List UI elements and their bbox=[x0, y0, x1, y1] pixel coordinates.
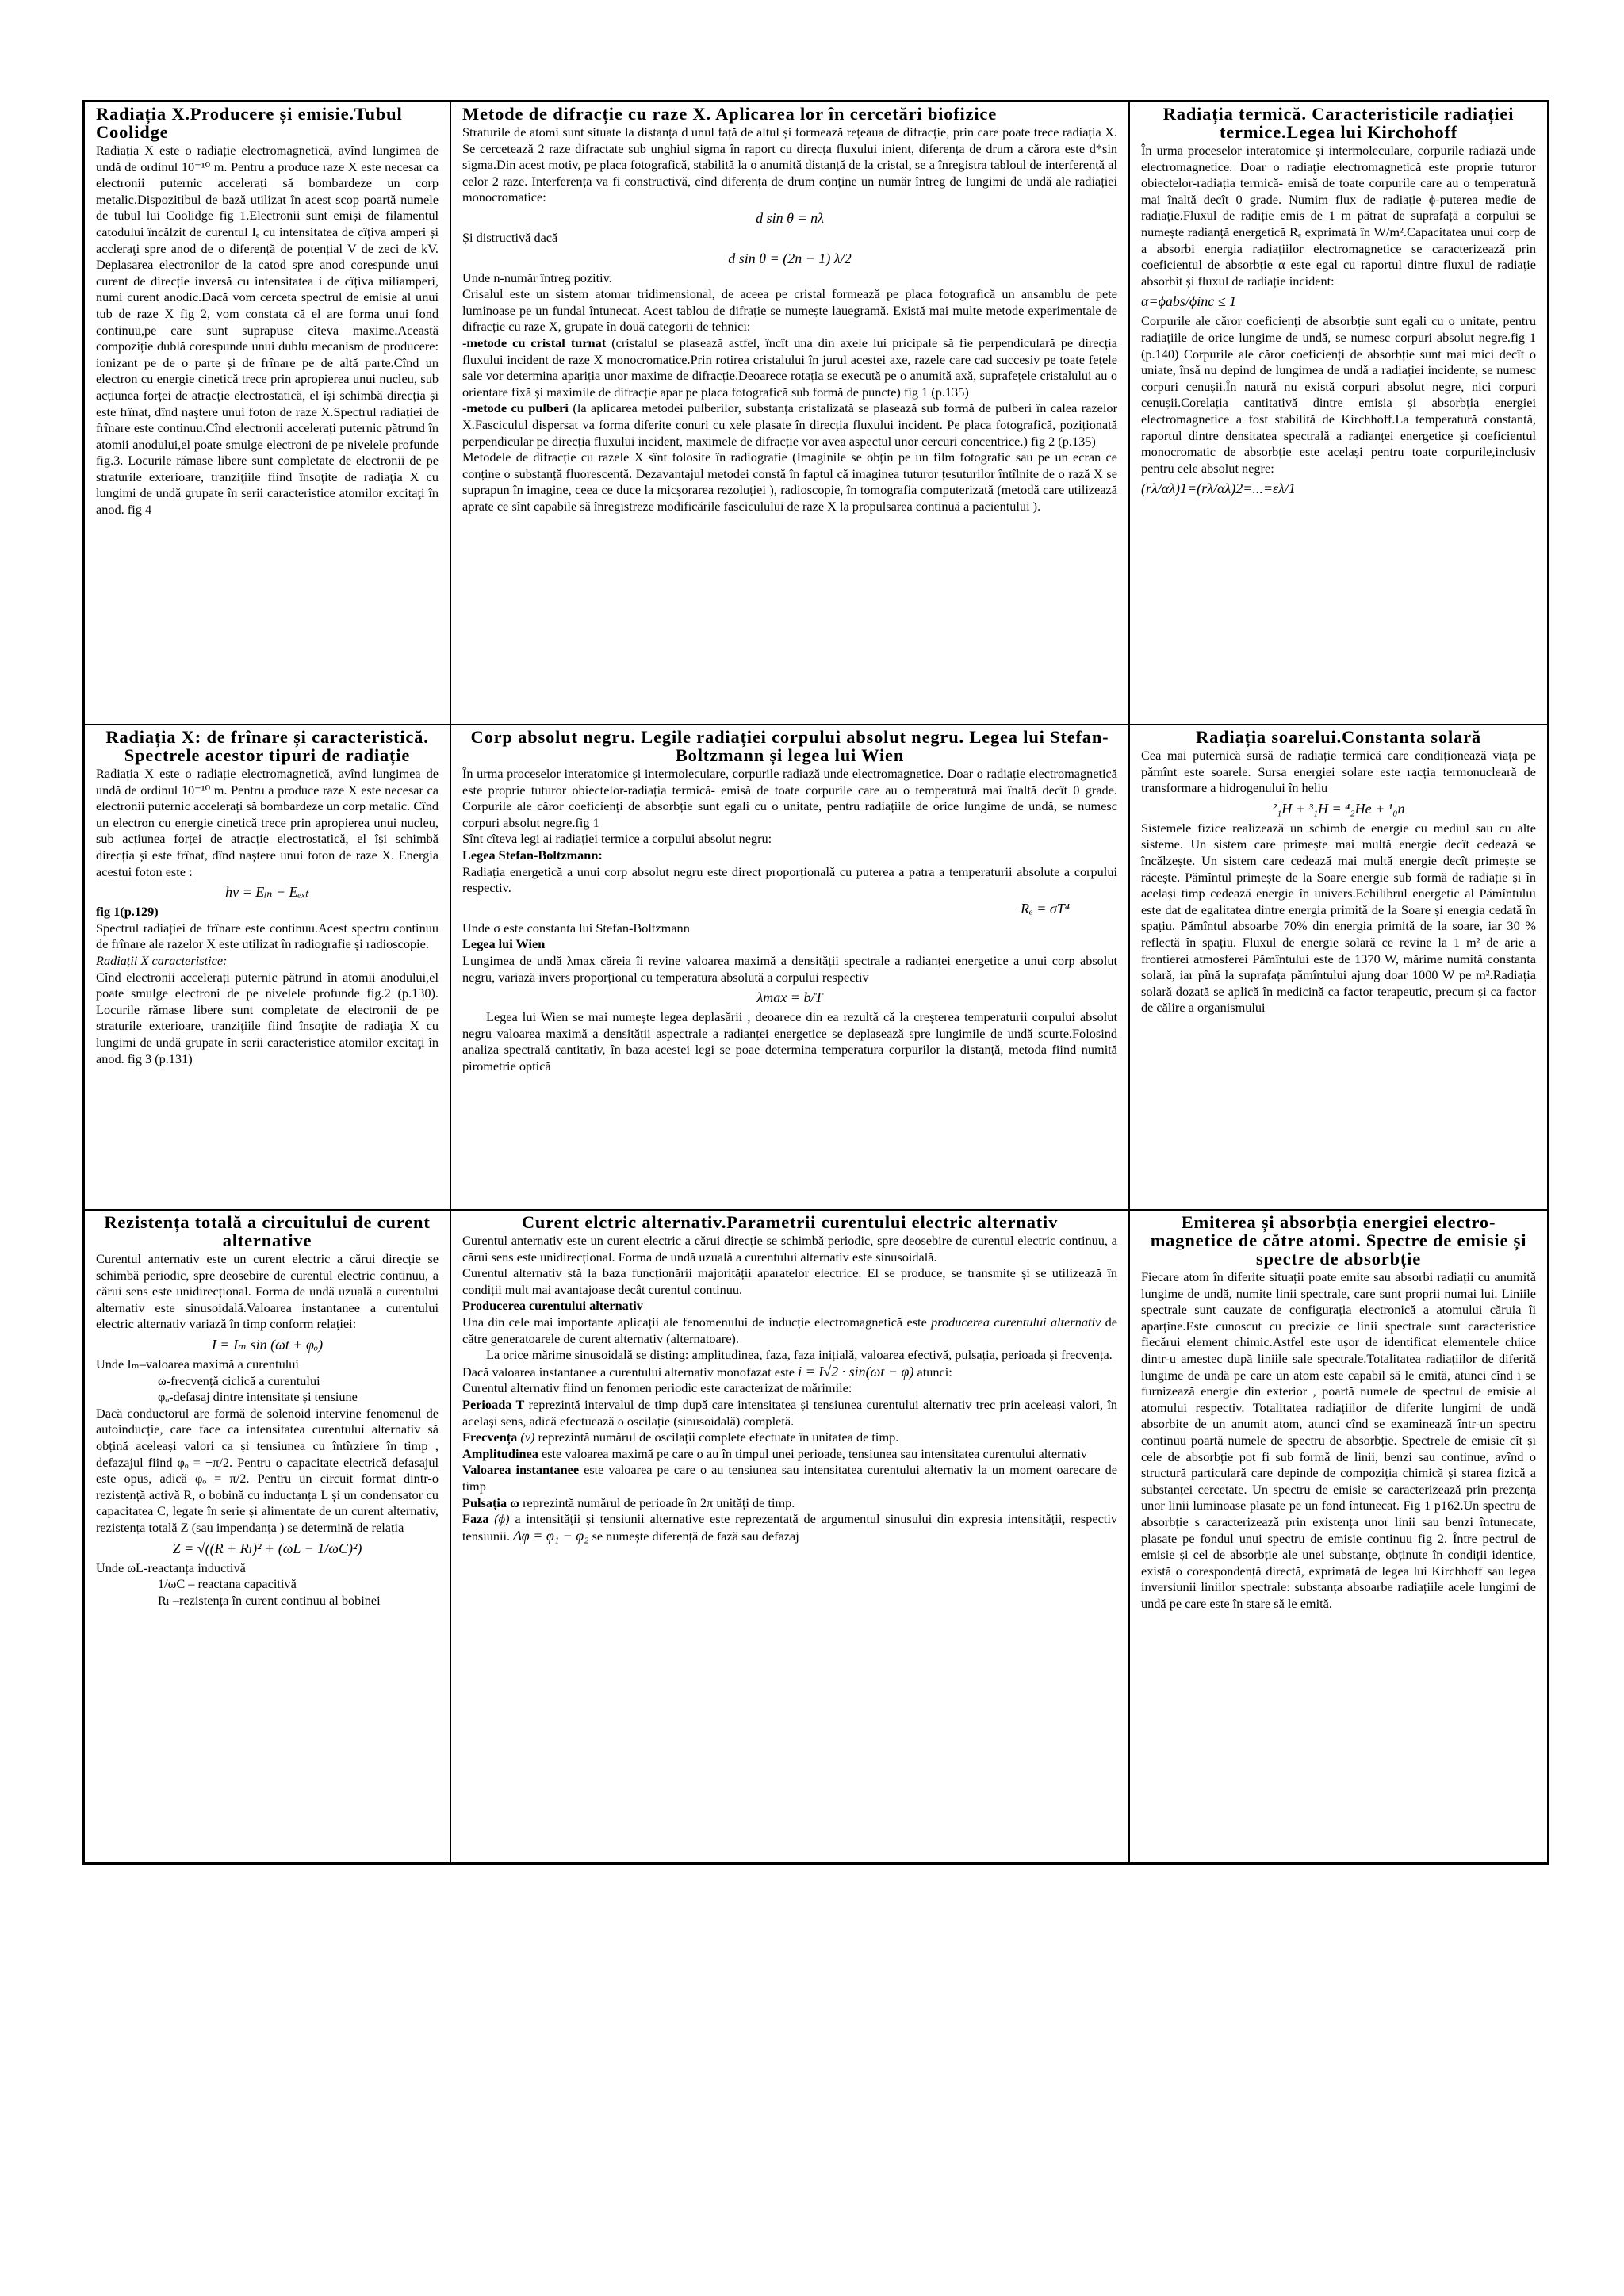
text-span: Dacă valoarea instantanee a curentului alternativ monofazat este bbox=[462, 1364, 795, 1380]
term: Perioada T bbox=[462, 1396, 525, 1412]
method-text: (cristalul se plasează astfel, încît una din axele lui pricipale să fie perpendiculară pe direcția fluxului incident de raze X monocromatice.Prin rotirea cristalului în jurul acestei axe, razele care cad succesiv pe toate fețele sale vor determina apariția unor maxime de difracție.Deoarece rotația se execută pe o anumită axă, suprafețele cristalului au o orientare fixă și maximile de difracție apar pe placa fotografică sub formă de puncte) fig 1 (p.135) bbox=[462, 335, 1117, 400]
section-text: 1/ωC – reactana capacitivă bbox=[158, 1576, 297, 1592]
cell-impedance bbox=[85, 1211, 451, 1862]
section-text bbox=[462, 1364, 1117, 1381]
section-text: Curentul anternativ este un curent electric a cărui direcție se schimbă periodic, spre deosebire de curentul electric continuu, a cărui sens este unidirecțional. Forma de undă uzuală a curentului alternativ este sinusoidală.Valoarea instantanee a curentului electric alternativ variază în timp conform relației: bbox=[96, 1251, 439, 1332]
formula: ²₁H + ³₁H = ⁴₂He + ¹₀n bbox=[1272, 800, 1405, 817]
section-text: Metodele de difracție cu razele X sînt folosite în radiografie (Imaginile se obțin pe un film fotografic sau pe un ecran ce conține o substanță fluorescentă. Dezavantajul metodei constă în faptul că imaginea tuturor țesuturilor întîlnite de o rază X se suprapun în imagine, ceea ce duce la micșorarea rezoluției ), radioscopie, în tomografia computerizată (metodă care utilizează aprate ce sînt capabile să înregistreze modificările fasciculului de raze X la propulsarea continuă a pacientului ). bbox=[462, 450, 1117, 514]
term: Valoarea instantanee bbox=[462, 1462, 580, 1478]
section-text: Lungimea de undă λmax căreia îi revine valoarea maximă a densității spectrale a radianței energetice a unui corp absolut negru, variază invers proporțional cu temperatura absolută a corpului respectiv bbox=[462, 952, 1117, 985]
section-text: Unde n-număr întreg pozitiv. bbox=[462, 270, 612, 285]
text-span: de către generatoarele de curent alternativ (alternatoare). bbox=[462, 1314, 1118, 1346]
definition bbox=[462, 1511, 1117, 1544]
formula: α=ϕabs/ϕinc ≤ 1 bbox=[1141, 293, 1237, 310]
term: Frecvența bbox=[462, 1429, 518, 1445]
section-text: Unde Iₘ–valoarea maximă a curentului bbox=[96, 1356, 299, 1372]
section-title: Rezistența totală a circuitului de curent alternative bbox=[104, 1212, 431, 1250]
section-title: Radiația termică. Caracteristicile radiației termice.Legea lui Kirchohoff bbox=[1162, 104, 1515, 142]
section-text: Legea lui Wien se mai numește legea deplasării , deoarece din ea rezultă că la creșterea temperaturii corpului absolut negru valoarea maximă a densității aspectrale a radianței energetice se deplasează spre lungimile de undă scurte.Folosind analiza spectrală cantitativ, în baza acestei legi se poae determina temperatura corpurilor la distanță, metoda fiind numită pirometrie optică bbox=[462, 1009, 1117, 1073]
symbol: (ν) bbox=[520, 1429, 535, 1445]
term: Pulsația ω bbox=[462, 1494, 520, 1510]
section-text: Straturile de atomi sunt situate la distanța d unul față de altul și formează rețeaua de difracție, prin care poate trece radiația X. Se cercetează 2 raze difractate sub unghiul sigma în raport cu direcța fluxului inient, diferența de drum a cărora este d*sin sigma.Din acest motiv, pe placa fotografică, stabilită la o anumită distanță de la cristal, se a înregistra tabloul de interferență al celor 2 raze. Interferența va fi constructivă, cînd diferența de drum conține un număr întreg de lungimi de undă ale radiației monocromatice: bbox=[462, 124, 1117, 205]
formula: (rλ/αλ)1=(rλ/αλ)2=...=ελ/1 bbox=[1141, 480, 1296, 497]
section-text: Sistemele fizice realizează un schimb de energie cu mediul sau cu alte sisteme. Un sistem care primește mai multă energie decît cedează se încălzește. Un sistem care cedează mai multă energie decît primește se răcește. Pămîntul primește de la Soare energie sub formă de radiație și în același timp cedează energie în univers.Echilibrul energetic al Pămîntului este dat de egalitatea dintre energia primită de la Soare și energia cedată în spațiu. Pămîntul absoarbe 70% din energia primită de la soare, iar 30 % reflectă în spațiu. Fluxul de energie solară ce revine la 1 m² de arie a frontierei atmosferei Pămîntului este de 1370 W, mărime numită constanta solară, iar pînă la suprafața pămîntului ajung doar 1000 W pe m².Radiația solară dozată se aplică în medicină ca factor terapeutic, precum și ca factor de călire a organismului bbox=[1141, 820, 1536, 1016]
definition-text: a intensității și tensiunii alternative este reprezentată de argumentul sinusului din expresia intensității, respectiv tensiunii. bbox=[462, 1511, 1117, 1544]
section-text bbox=[462, 1314, 1117, 1347]
section-text: Curentul alternativ fiind un fenomen periodic este caracterizat de mărimile: bbox=[462, 1380, 852, 1396]
section-title: Metode de difracție cu raze X. Aplicarea lor în cercetări biofizice bbox=[462, 104, 998, 124]
section-text: În urma proceselor interatomice și intermoleculare, corpurile radiază unde electromagnetice. Doar o radiație electromagnetică este proprie tuturor obiectelor-radiația termică- emisă de toate corpurile care au o temperatură mai înaltă decît 0 grade. Corpurile ale căror coeficienți de absorbție sunt egali cu o unitate, pentru radiațiile de orice lungime de undă, se numesc corpuri absolut negre.fig 1 bbox=[462, 766, 1117, 830]
definition bbox=[462, 1397, 1117, 1429]
cell-diffraction bbox=[451, 102, 1130, 725]
section-text: Dacă conductorul are formă de solenoid intervine fenomenul de autoinducție, care face ca intensitatea curentului alternativ să obțină aceleași valori ca și tensiunea cu întîrziere în timp , defazajul fiind φₒ = −π/2. Pentru o capacitate electrică defasajul este opus, adică φₒ = π/2. Pentru un circuit format dintr-o rezistență activă R, o bobină cu inductanța L și un condensator cu capacitatea C, legate în serie și alimentate de un curent alternativ, rezistența totală Z (sau impendanța ) se determină de relația bbox=[96, 1405, 439, 1535]
method-name: -metode cu cristal turnat bbox=[462, 335, 607, 350]
definition-text: reprezintă numărul de perioade în 2π unități de timp. bbox=[519, 1494, 795, 1510]
section-title: Radiația X: de frînare și caracteristică. Spectrele acestor tipuri de radiație bbox=[105, 727, 429, 765]
definition bbox=[462, 1446, 1117, 1463]
definition bbox=[462, 1495, 1117, 1512]
cell-blackbody bbox=[451, 725, 1130, 1211]
cell-atomic-spectra bbox=[1130, 1211, 1547, 1862]
section-text: φₒ-defasaj dintre intensitate și tensiune bbox=[158, 1389, 358, 1405]
section-text: ω-frecvență ciclică a curentului bbox=[158, 1372, 320, 1388]
term: Faza bbox=[462, 1511, 489, 1527]
formula: Rₑ = σT⁴ bbox=[1020, 900, 1070, 916]
formula: I = Iₘ sin (ωt + φₒ) bbox=[211, 1336, 324, 1353]
section-text: În urma proceselor interatomice și intermoleculare, corpurile radiază unde electromagnetice. Doar o radiație electromagnetică este proprie tuturor obiectelor-radiația termică- emisă de toate corpurile care au o temperatură mai înaltă decît 0 grade. Numim flux de radiație ϕ-puterea medie de radiație.Fluxul de radiție emis de 1 m pătrat de suprafață a corpului se numește radianță energetică Rₑ exprimată în W/m².Capacitatea unui corp de a absorbi energia radiațiilor electromagnetice se caracterizează prin coeficientul de absorbție α este egal cu raportul dintre fluxul de radiație absorbit și fluxul de radiație incident: bbox=[1141, 143, 1536, 289]
section-text: Unde ωL-reactanța inductivă bbox=[96, 1559, 246, 1575]
method-paragraph bbox=[462, 335, 1117, 400]
section-text: Curentul anternativ este un curent electric a cărui direcție se schimbă periodic, spre deosebire de curentul electric continuu, a cărui sens este unidirecțional. Forma de undă uzuală a curentului alternativ este sinusoidală. bbox=[462, 1233, 1117, 1265]
definition-text: reprezintă intervalul de timp după care intensitatea și tensiunea curentului alternativ trec prin aceleași valori, în același sens, adică efectuează o oscilație (sinusoidală) completă. bbox=[462, 1396, 1117, 1429]
section-text: Și distructivă dacă bbox=[462, 229, 558, 245]
section-text: Fiecare atom în diferite situații poate emite sau absorbi radiații cu anumită lungime de undă, numite linii spectrale, care sunt proprii numai lui. Liniile spectrale sunt cauzate de configurația electronică a atomului căruia îi aparține.Este cunoscut cu precizie ce linii spectrale sunt caracteristice fiecărui element chimic.Astfel este ușor de identificat elementele chiice dintr-u amestec după liniile sale spectrale.Totalitatea radiațiilor de diferită lungime de undă pe care un atom este capabil să le emită, atunci cînd i se furnizează energie din exterior , poartă numele de spectrul de emisie al atomului respectiv. Totalitatea radiațiilor de diferite lungimi de undă absorbite de un anumit atom, atunci cînd se examinează într-un spectru continuu poartă numele de spectru de absorbție. Spectrele de emisie cît și cele de absorbție pot fi sub formă de linii, benzi sau continue, avînd o structură particulară care depinde de compoziția chimică și starea fizică a substanței cercetate. Un spectru de emisie se caracterizează prin prezența unor linii luminoase plasate pe un fond întunecat. Fig 1 p162.Un spectru de absorbție s caracterizează prin existența unor linii sau benzi întunecate, plasate pe fondul unui spectru de emisie continuu fig 2. Între pectrul de emisie și cel de absorbție ale unei substanțe, obținute în condiții identice, există o corespondență directă, exprimată de legea lui Kirchhoff sau legea inversiunii liniilor spectrale: substanța absoarbe radiațiile acele lungimi de undă pe care este în stare să le emită. bbox=[1141, 1269, 1536, 1611]
subheading: Producerea curentului alternativ bbox=[462, 1298, 643, 1314]
section-text: Corpurile ale căror coeficienți de absorbție sunt egali cu o unitate, pentru radiațiile de orice lungime de undă, se numesc corpuri absolut negre.fig 1 (p.140) Corpurile ale căror coeficienți de absorbție sunt mai mici decît o uniate, însă nu depind de lungimea de undă a radiației incidente, se numesc corpuri cenușii.În natură nu există corpuri absolut negre, nici corpuri cenușii.Corelația cantitativă dintre emisia și absorbția energiei electromagnetice a fost stabilită de Kirchhoff.La temperatură constantă, raportul dintre densitatea spectrală a radianței energetice și coeficientul monocromatic de absorbție este același pentru toate corpurile,inclusiv pentru cele absolut negre: bbox=[1141, 313, 1536, 476]
definition-text: reprezintă numărul de oscilații complete efectuate în unitatea de timp. bbox=[534, 1429, 899, 1445]
text-span: producerea curentului alternativ bbox=[931, 1314, 1101, 1330]
section-title: Corp absolut negru. Legile radiației corpului absolut negru. Legea lui Stefan- Boltzmann și legea lui Wien bbox=[470, 727, 1109, 765]
formula: d sin θ = nλ bbox=[756, 209, 824, 226]
formula: λmax = b/T bbox=[756, 989, 823, 1006]
method-text: (la aplicarea metodei pulberilor, substanța cristalizată se plasează sub formă de pulberi în calea razelor X.Fasciculul dispersat va forma diferite conuri cu xele plasate în direcția fluxului incident. Pe placa fotografică, poziționată perpendicular pe direcția fluxului incident, maximele de difracție vor avea aspectul unor cercuri concentrice.) fig 2 (p.135) bbox=[462, 400, 1117, 449]
formula: d sin θ = (2n − 1) λ/2 bbox=[728, 250, 852, 266]
cell-solar-radiation bbox=[1130, 725, 1547, 1211]
cell-alternating-current bbox=[451, 1211, 1130, 1862]
section-text: Cînd electronii accelerați puternic pătrund în atomii anodului,el poate smulge electroni de pe nivelele profunde fig.2 (p.130). Locurile rămase libere sunt completate de electronii de pe straturile exterioare, tranziţiile fiind însoţite de radiaţia X cu lungimi de undă grupate în serii caracteristice atomilor excitaţi în anod. fig 3 (p.131) bbox=[96, 969, 439, 1066]
section-text: Unde σ este constanta lui Stefan-Boltzmann bbox=[462, 920, 690, 936]
section-title: Radiația X.Producere și emisie.Tubul Coolidge bbox=[96, 104, 403, 142]
section-text: Curentul alternativ stă la baza funcționării majorității aparatelor electrice. El se produce, se transmite și se utilizează în condiții mult mai avantajoase decât curentul continuu. bbox=[462, 1265, 1117, 1297]
section-text: Crisalul este un sistem atomar tridimensional, de aceea pe cristal formează pe placa fotografică un ansamblu de pete luminoase pe un fundal întunecat. Acest tablou de difrație se numește lauegramă. Există mai multe metode experimentale de difracție cu raze X, grupate în două categorii de tehnici: bbox=[462, 286, 1117, 335]
definition-text: se numește diferență de fază sau defazaj bbox=[588, 1528, 799, 1544]
method-name: -metode cu pulberi bbox=[462, 400, 569, 416]
formula: Δφ = φ₁ − φ₂ bbox=[513, 1527, 589, 1544]
formula: i = I√2 · sin(ωt − φ) bbox=[798, 1363, 914, 1380]
law-heading: Legea lui Wien bbox=[462, 936, 546, 952]
symbol: (ϕ) bbox=[494, 1511, 510, 1527]
term: Amplitudinea bbox=[462, 1445, 538, 1461]
method-paragraph bbox=[462, 400, 1117, 450]
definition-text: este valoarea maximă pe care o au în timpul unei perioade, tensiunea sau intensitatea curentului alternativ bbox=[538, 1445, 1088, 1461]
formula: hν = Eᵢₙ − Eₑₓₜ bbox=[225, 884, 309, 901]
definition bbox=[462, 1429, 1117, 1446]
section-text: Radiația X este o radiație electromagnetică, avînd lungimea de undă de ordinul 10⁻¹⁰ m. Pentru a produce raze X este necesar ca electronii puternic accelerați să bombardeze un corp metalic. Cînd un electron cu energie cinetică trece prin apropierea unui nucleu, sub acțiunea forței de atracție electrostatică, el își schimbă direcția și este frînat, dînd naștere unui foton de raze X. Energia acestui foton este : bbox=[96, 766, 439, 879]
section-title: Radiația soarelui.Constanta solară bbox=[1196, 727, 1481, 747]
section-text: Radiația energetică a unui corp absolut negru este direct proporțională cu puterea a patra a temperaturii absolute a corpului respectiv. bbox=[462, 863, 1117, 896]
section-text: Cea mai puternică sursă de radiație termică care condiționează viața pe pămînt este soarele. Sursa energiei solare este racția termonucleară de transformare a hidrogenului în heliu bbox=[1141, 748, 1536, 796]
cell-bremsstrahlung bbox=[85, 725, 451, 1211]
section-text: Rₗ –rezistența în curent continuu al bobinei bbox=[158, 1592, 381, 1608]
section-text: La orice mărime sinusoidală se disting: amplitudinea, faza, faza inițială, valoarea efectivă, pulsația, perioada și frecvența. bbox=[486, 1347, 1113, 1363]
text-span: atunci: bbox=[917, 1364, 952, 1380]
section-title: Emiterea și absorbția energiei electro-magnetice de către atomi. Spectre de emisie și spectre de absorbție bbox=[1150, 1212, 1527, 1269]
law-heading: Legea Stefan-Boltzmann: bbox=[462, 847, 603, 863]
section-title: Curent elctric alternativ.Parametrii curentului electric alternativ bbox=[521, 1212, 1059, 1232]
subheading: Radiații X caracteristice: bbox=[96, 952, 228, 968]
definition-text: este valoarea pe care o au tensiunea sau intensitatea curentului alternativ la un moment oarecare de timp bbox=[462, 1462, 1118, 1494]
cell-xray-production bbox=[85, 102, 451, 725]
definition bbox=[462, 1462, 1117, 1494]
figure-reference: fig 1(p.129) bbox=[96, 904, 159, 920]
cheat-sheet-table bbox=[82, 100, 1549, 1865]
cheat-sheet-grid bbox=[85, 102, 1547, 1862]
section-text: Spectrul radiației de frînare este continuu.Acest spectru continuu de frînare ale razelor X este utilizat în radiografie și radioscopie. bbox=[96, 920, 439, 952]
text-span: Una din cele mai importante aplicații ale fenomenului de inducție electromagnetică este bbox=[462, 1314, 932, 1330]
formula: Z = √((R + Rₗ)² + (ωL − 1/ωC)²) bbox=[172, 1540, 362, 1556]
cell-thermal-radiation bbox=[1130, 102, 1547, 725]
section-text: Sînt cîteva legi ai radiației termice a corpului absolut negru: bbox=[462, 831, 772, 847]
section-text: Radiația X este o radiație electromagnetică, avînd lungimea de undă de ordinul 10⁻¹⁰ m. Pentru a produce raze X este necesar ca electronii puternic accelerați să bombardeze un corp metalic.Dispozitibul de bază utilizat în acest scop poartă numele de tubul lui Coolidge fig 1.Electronii sunt emiși de filamentul catodului încălzit de curentul Iₑ cu intensitatea de cîțiva amperi și accleraţi spre anod de o diferență de potențial V de zeci de kV. Deplasarea electronilor de la catod spre anod corespunde unui curent de direcție inversă cu intensitatea i de cîțiva miliamperi, numi curent anodic.Dacă vom cerceta spectrul de emisie al unui tub de raze X fig 2, vom constata că el are forma unui fond continuu,pe care sunt suprapuse cîteva maxime.Această compoziție dublă corespunde unui dublu mecanism de producere: ionizant pe de o parte și de frînare pe de altă parte.Cînd un electron cu energie cinetică trece prin apropierea unui nucleu, sub acțiunea forței de atracție electrostatică, el își schimbă direcția și este frînat, dînd naștere unui foton de raze X.Spectrul radiației de frînare este continuu.Cînd electronii accelerați puternic pătrund în atomii anodului,el poate smulge electroni de pe nivelele profunde fig.3. Locurile rămase libere sunt completate de electronii de pe straturile exterioare, tranziţiile fiind însoţite de radiaţia X cu lungimi de undă grupate în serii caracteristice atomilor excitaţi în anod. fig 4 bbox=[96, 143, 439, 518]
